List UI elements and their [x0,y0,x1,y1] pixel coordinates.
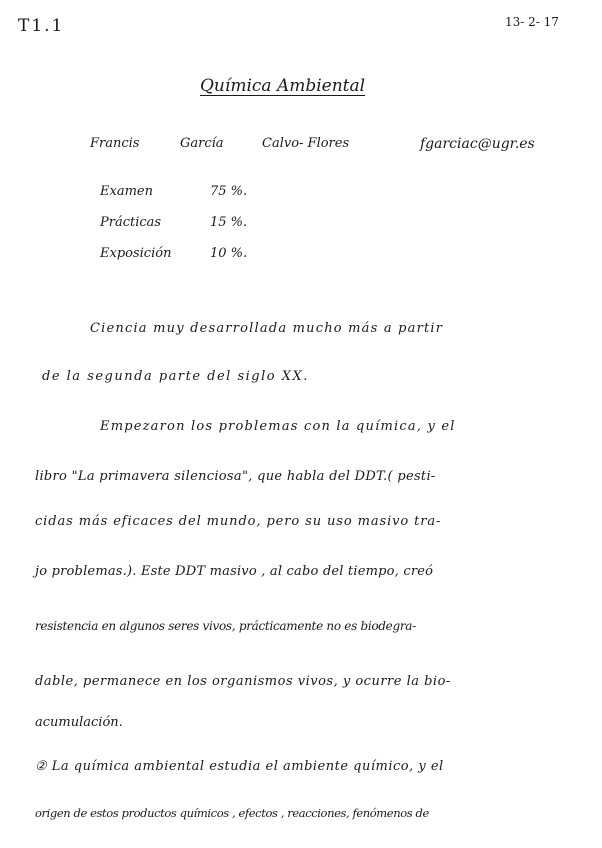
body-line: origen de estos productos químicos , efectos , reacciones, fenómenos de [35,806,429,820]
grading-value: 15 %. [210,215,248,230]
date: 13- 2- 17 [505,15,559,29]
body-line: resistencia en algunos seres vivos, prácticamente no es biodegra- [35,619,416,633]
body-line: jo problemas.). Este DDT masivo , al cabo del tiempo, creó [35,564,434,579]
author-email: fgarciac@ugr.es [420,136,535,152]
body-line: Ciencia muy desarrollada mucho más a partir [90,321,444,336]
body-line: Empezaron los problemas con la química, y el [100,419,456,434]
body-line: cidas más eficaces del mundo, pero su uso masivo tra- [35,514,442,529]
page-title: Química Ambiental [200,76,366,96]
grading-label: Examen [100,184,153,199]
grading-value: 10 %. [210,246,248,261]
topic-code: T1.1 [18,16,65,36]
body-line: de la segunda parte del siglo XX. [42,369,309,384]
grading-label: Exposición [100,246,172,261]
body-line: ② La química ambiental estudia el ambiente químico, y el [35,759,444,774]
author-surname: Calvo- Flores [262,136,350,151]
body-line: dable, permanece en los organismos vivos, y ocurre la bio- [35,674,451,689]
grading-label: Prácticas [100,215,162,230]
author-second-name: García [180,136,224,151]
body-line: acumulación. [35,715,123,730]
grading-value: 75 %. [210,184,248,199]
author-first-name: Francis [90,136,140,151]
body-line: libro "La primavera silenciosa", que habla del DDT.( pesti- [35,469,436,484]
